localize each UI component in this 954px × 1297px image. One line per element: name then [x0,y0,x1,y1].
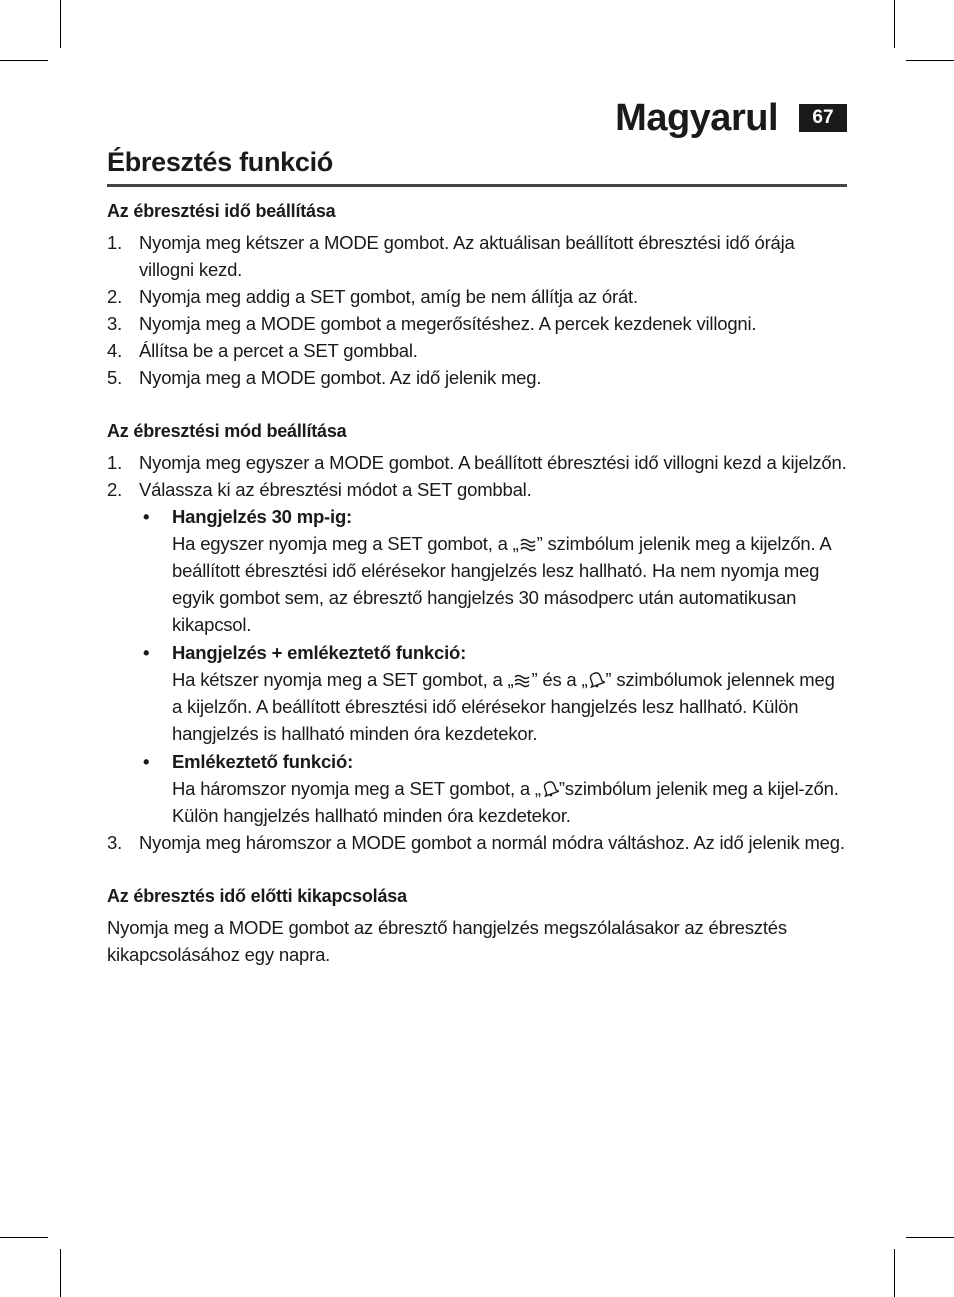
list-item [107,449,849,476]
step-number: 1. [107,452,123,473]
alarm-off-heading: Az ébresztés idő előtti kikapcsolása [107,886,407,906]
option-title: Hangjelzés + emlékeztető funkció: [172,642,467,663]
option-text: ” szimbólumok jelennek meg a kijelzőn. A beállított ébresztési idő elérésekor hangjelzés lesz hallható. Külön hangjelzés is hallható minden óra kezdetekor. [172,669,835,744]
step-number: 2. [107,479,123,500]
list-item [107,283,849,310]
crop-mark [894,1249,895,1297]
crop-mark [60,1249,61,1297]
alarm-mode-heading: Az ébresztési mód beállítása [107,421,347,441]
step-number: 4. [107,340,123,361]
alarm-wave-icon [513,668,531,684]
bell-icon [587,668,605,684]
spacer [107,856,849,883]
crop-mark [0,1237,48,1238]
title-rule [107,184,847,187]
page-number: 67 [799,104,847,132]
bullet: • [143,642,150,663]
option-title: Hangjelzés 30 mp-ig: [172,506,353,527]
step-number: 3. [107,832,123,853]
alarm-off-text: Nyomja meg a MODE gombot az ébresztő hangjelzés megszólalásakor az ébresztés kikapcsolásához egy napra. [107,917,787,965]
bullet: • [143,506,150,527]
step-number: 1. [107,232,123,253]
list-item [107,829,849,856]
bell-icon [541,777,559,793]
bullet: • [143,751,150,772]
option-text: Ha háromszor nyomja meg a SET gombot, a „ [172,778,541,799]
crop-mark [0,60,48,61]
alarm-wave-icon [519,532,537,548]
step-number: 5. [107,367,123,388]
step-text: Válassza ki az ébresztési módot a SET gombbal. [139,479,532,500]
option-text: Ha egyszer nyomja meg a SET gombot, a „ [172,533,519,554]
option-text: Ha kétszer nyomja meg a SET gombot, a „ [172,669,514,690]
step-text: Nyomja meg addig a SET gombot, amíg be nem állítja az órát. [139,286,638,307]
crop-mark [894,0,895,48]
crop-mark [906,1237,954,1238]
crop-mark [60,0,61,48]
option-title: Emlékeztető funkció: [172,751,354,772]
list-item [107,310,849,337]
step-text: Nyomja meg kétszer a MODE gombot. Az aktuálisan beállított ébresztési idő órája villogni kezd. [139,232,795,280]
option-item [139,748,849,829]
list-item [107,229,849,283]
language-header: Magyarul [615,97,778,139]
step-text: Nyomja meg egyszer a MODE gombot. A beállított ébresztési idő villogni kezd a kijelzőn. [139,452,847,473]
step-text: Nyomja meg a MODE gombot. Az idő jelenik meg. [139,367,542,388]
list-item [107,337,849,364]
step-text: Nyomja meg háromszor a MODE gombot a normál módra váltáshoz. Az idő jelenik meg. [139,832,845,853]
step-text: Nyomja meg a MODE gombot a megerősítéshez. A percek kezdenek villogni. [139,313,757,334]
spacer [107,391,849,418]
page-content [107,198,849,968]
alarm-mode-steps [107,449,849,856]
crop-mark [906,60,954,61]
alarm-mode-options [139,503,849,829]
step-number: 2. [107,286,123,307]
list-item [107,476,849,829]
alarm-time-heading: Az ébresztési idő beállítása [107,201,336,221]
option-item [139,503,849,638]
option-text: ” szimbólum jelenik meg a kijelzőn. A beállított ébresztési idő elérésekor hangjelzés lesz hallható. Ha nem nyomja meg egyik gombot sem, az ébresztő hangjelzés 30 másodperc után automatikusan kikapcsol. [172,533,831,635]
section-title: Ébresztés funkció [107,147,333,177]
option-text: ”szimbólum jelenik meg a kijel-zőn. Külön hangjelzés hallható minden óra kezdetekor. [172,778,839,826]
step-text: Állítsa be a percet a SET gombbal. [139,340,418,361]
option-item [139,639,849,747]
list-item [107,364,849,391]
option-text: ” és a „ [531,669,588,690]
step-number: 3. [107,313,123,334]
alarm-time-steps [107,229,849,391]
